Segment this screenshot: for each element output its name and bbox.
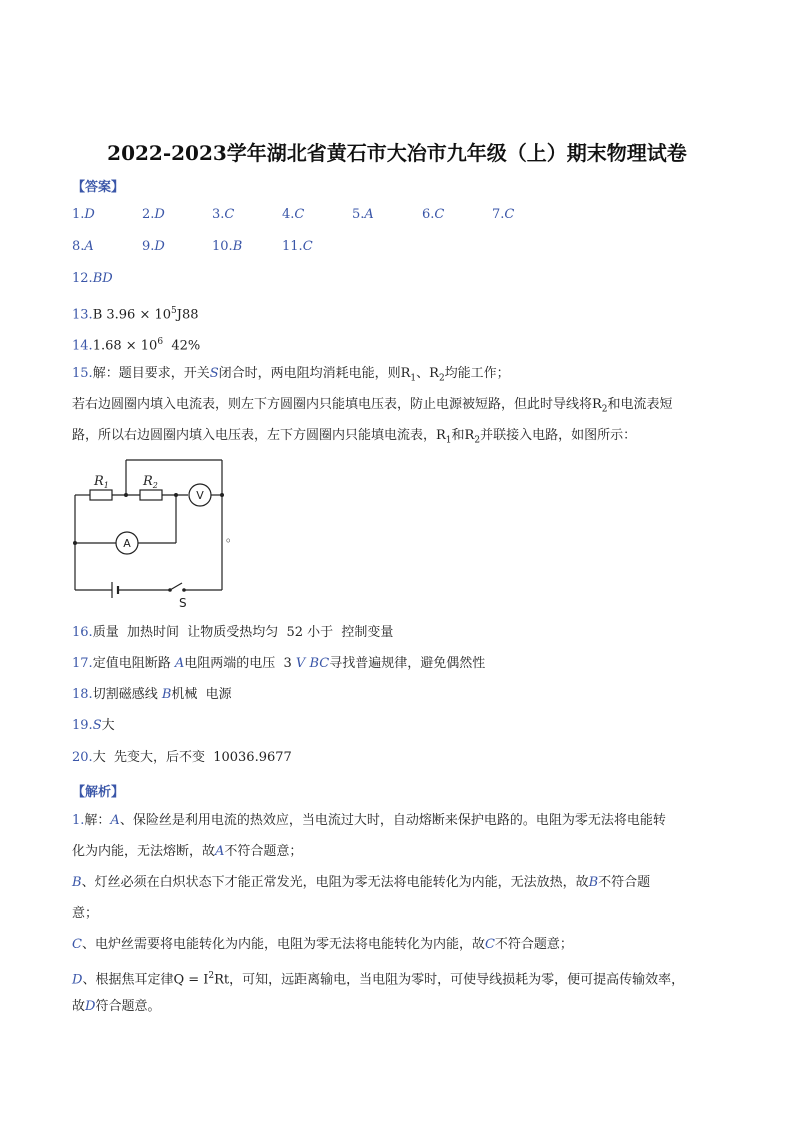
answer-item: 7.C [492,207,515,222]
answer-12: 12.BD [72,271,113,286]
answer-item: 1.D [72,207,95,222]
analysis-1-line-6: D、根据焦耳定律$Q = I^2Rt$，可知，远距离输电，当电阻为零时，可使导线损耗为零，便可提高传输效率， [72,971,685,988]
answer-15-line-2: 若右边圆圈内填入电流表，则左下方圆圈内只能填电压表，防止电源被短路，但此时导线将$R_2$和电流表短 [72,397,673,415]
answer-13: 13.B $3.96 \times 10^5J88$ [72,306,199,323]
answer-item: 3.C [212,207,235,222]
analysis-1-line-4: 意； [72,906,99,921]
switch-contact [182,588,186,592]
answer-item: 2.D [142,207,165,222]
analysis-1-line-5: C、电炉丝需要将电能转化为内能，电阻为零无法将电能转化为内能，故C不符合题意； [72,937,573,952]
analysis-1-line-1: 1.解：A、保险丝是利用电流的热效应，当电流过大时，自动熔断来保护电路的。电阻为零无法将电能转 [72,813,666,828]
answer-19: 19.S大 [72,718,115,733]
switch-blade [170,583,182,590]
answer-item: 10.B [212,239,243,254]
analysis-1-line-2: 化为内能，无法熔断，故A不符合题意； [72,844,303,859]
answer-item: 4.C [282,207,305,222]
label-r1: $R_1$ [94,474,109,490]
answer-item: 8.A [72,239,94,254]
answer-18: 18.切割磁感线 B机械 电源 [72,687,232,702]
answer-14: $14.1.68 \times 10^6$ 42% [72,337,201,354]
analysis-1-line-7: 故D符合题意。 [72,999,161,1014]
answer-15-line-1: 15.解：题目要求，开关S闭合时，两电阻均消耗电能，则$R_1$、$R_2$均能工作； [72,366,510,384]
label-voltmeter: V [196,489,204,502]
junction-dot [73,541,77,545]
junction-dot [174,493,178,497]
label-r2: $R_2$ [143,474,158,490]
junction-dot [220,493,224,497]
label-switch: S [179,596,187,610]
analysis-section-heading: 【解析】 [72,785,125,800]
switch-contact [168,588,172,592]
answer-20: 20.大 先变大，后不变 10036.9677 [72,750,292,765]
answer-item: 9.D [142,239,165,254]
junction-dot [124,493,128,497]
resistor-r2 [140,490,162,500]
answer-item: 11.C [282,239,313,254]
label-period: 。 [226,530,239,544]
answer-item: 6.C [422,207,445,222]
label-ammeter: A [123,537,131,550]
analysis-1-line-3: B、灯丝必须在白炽状态下才能正常发光，电阻为零无法将电能转化为内能，无法放热，故B不符合题 [72,875,651,890]
answer-section-heading: 【答案】 [72,180,125,195]
answer-15-line-3: 路，所以右边圆圈内填入电压表，左下方圆圈内只能填电流表，$R_1$和$R_2$并联接入电路，如图所示： [72,428,637,446]
answer-item: 5.A [352,207,374,222]
circuit-diagram [70,455,250,615]
answer-16: 16.质量 加热时间 让物质受热均匀 52 小于 控制变量 [72,625,394,640]
answer-17: 17.定值电阻断路 A电阻两端的电压 3 V BC寻找普遍规律，避免偶然性 [72,656,486,671]
page-title: 2022-2023学年湖北省黄石市大冶市九年级（上）期末物理试卷 [107,141,687,165]
resistor-r1 [90,490,112,500]
